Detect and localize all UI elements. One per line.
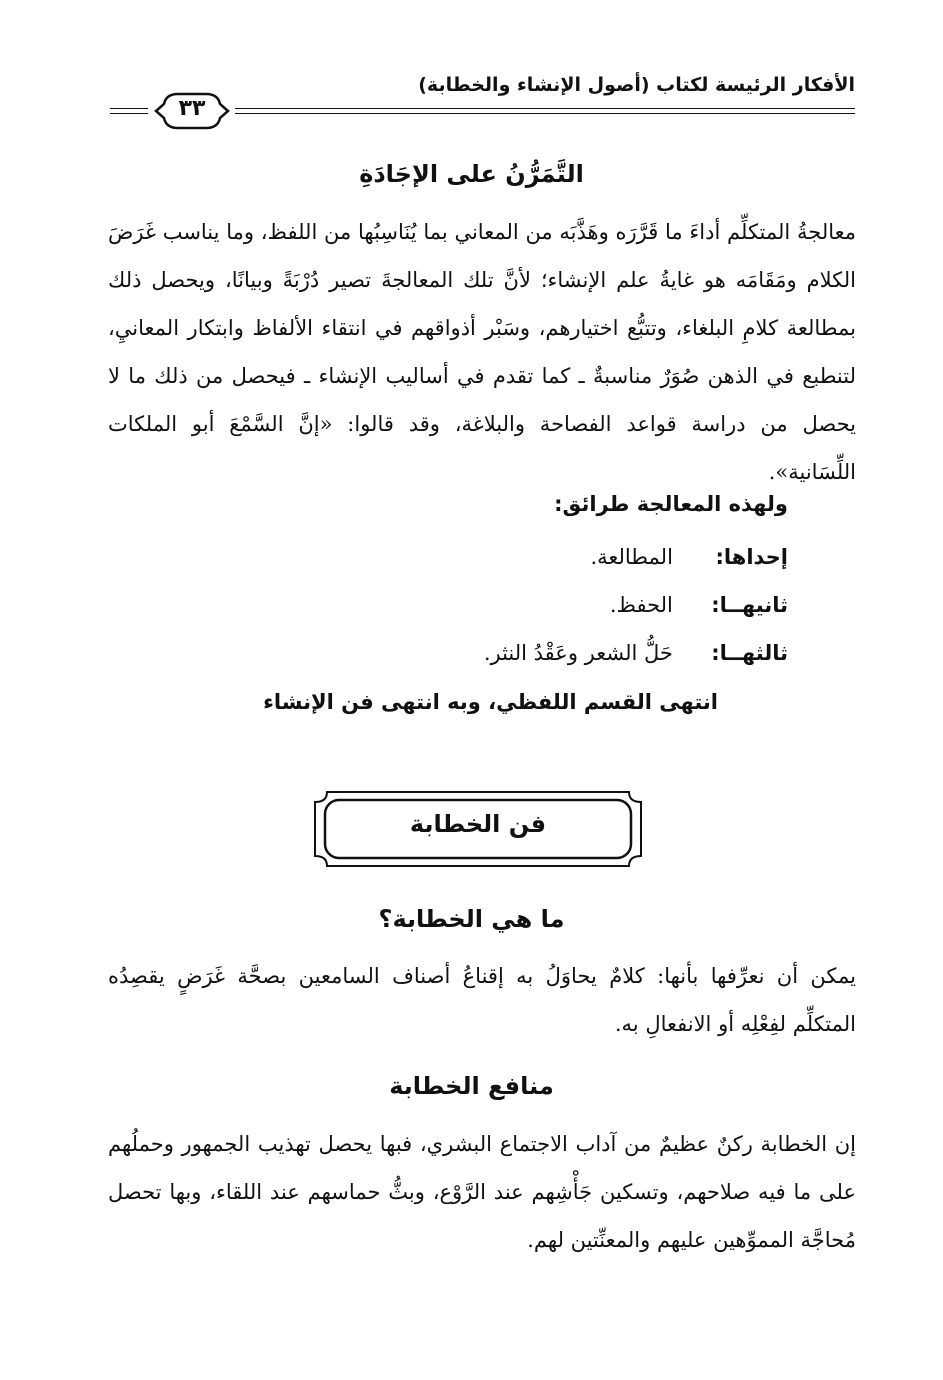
paragraph: معالجةُ المتكلِّم أداءَ ما قَرَّرَه وهَذَّبَه من المعاني بما يُنَاسِبُها من اللفظ، وما يناسب غَرَضَ الكلام ومَقَامَه هو غايةُ علم الإنشاء؛ لأنَّ تلك المعالجةَ تصير دُرْبَةً وبيانًا، ويحصل ذلك بمطالعة كلامِ البلغاء، وتتبُّع اختيارهم، وسَبْر أذواقهم في انتقاء الألفاظ وابتكار المعانيِ، لتنطبع في الذهن صُوَرٌ مناسبةٌ ـ كما تقدم في أساليب الإنشاء ـ فيحصل من ذلك ما لا يحصل من دراسة قواعد الفصاحة والبلاغة، وقد قالوا: «إنَّ السَّمْعَ أبو الملكات اللِّسَانية». [108,220,856,484]
method-item [590,545,788,585]
method-label: ثالثهــا: [711,641,788,665]
method-value: المطالعة. [590,545,673,569]
method-item [484,641,788,681]
running-title: الأفكار الرئيسة لكتاب (أصول الإنشاء والخطابة) [418,74,855,96]
section-closing: انتهى القسم اللفظي، وبه انتهى فن الإنشاء [263,690,718,714]
framed-section-title [313,790,643,868]
page-number-badge [150,86,234,136]
section-title: التَّمَرُّنُ على الإجَادَةِ [359,160,584,188]
method-item [610,593,788,633]
section-title: منافع الخطابة [389,1072,554,1100]
header-rule [110,108,148,109]
method-label: ثانيهــا: [711,593,788,617]
page-header [110,70,855,130]
section-title: ما هي الخطابة؟ [378,905,565,933]
method-value: الحفظ. [609,593,673,617]
header-rule [235,108,855,109]
methods-intro: ولهذه المعالجة طرائق: [554,492,788,516]
header-rule [235,113,855,114]
paragraph: يمكن أن نعرِّفها بأنها: كلامٌ يحاوَلُ به إقناعُ أصناف السامعين بصحَّة غَرَضٍ يقصِدُه المتكلِّم لفِعْلِه أو الانفعالِ به. [108,964,856,1036]
framed-title-text: فن الخطابة [409,810,547,838]
header-rule [110,113,148,114]
page-number: ٣٣ [178,96,206,121]
paragraph: إن الخطابة ركنٌ عظيمٌ من آداب الاجتماع البشري، فبها يحصل تهذيب الجمهور وحملُهم على ما فيه صلاحهم، وتسكين جَأْشِهم عند الرَّوْع، وبثُّ حماسهم عند اللقاء، وبها تحصل مُحاجَّة المموِّهين عليهم والمعنِّتين لهم. [108,1132,856,1252]
method-label: إحداها: [715,545,788,569]
method-value: حَلُّ الشعر وعَقْدُ النثر. [483,641,673,665]
